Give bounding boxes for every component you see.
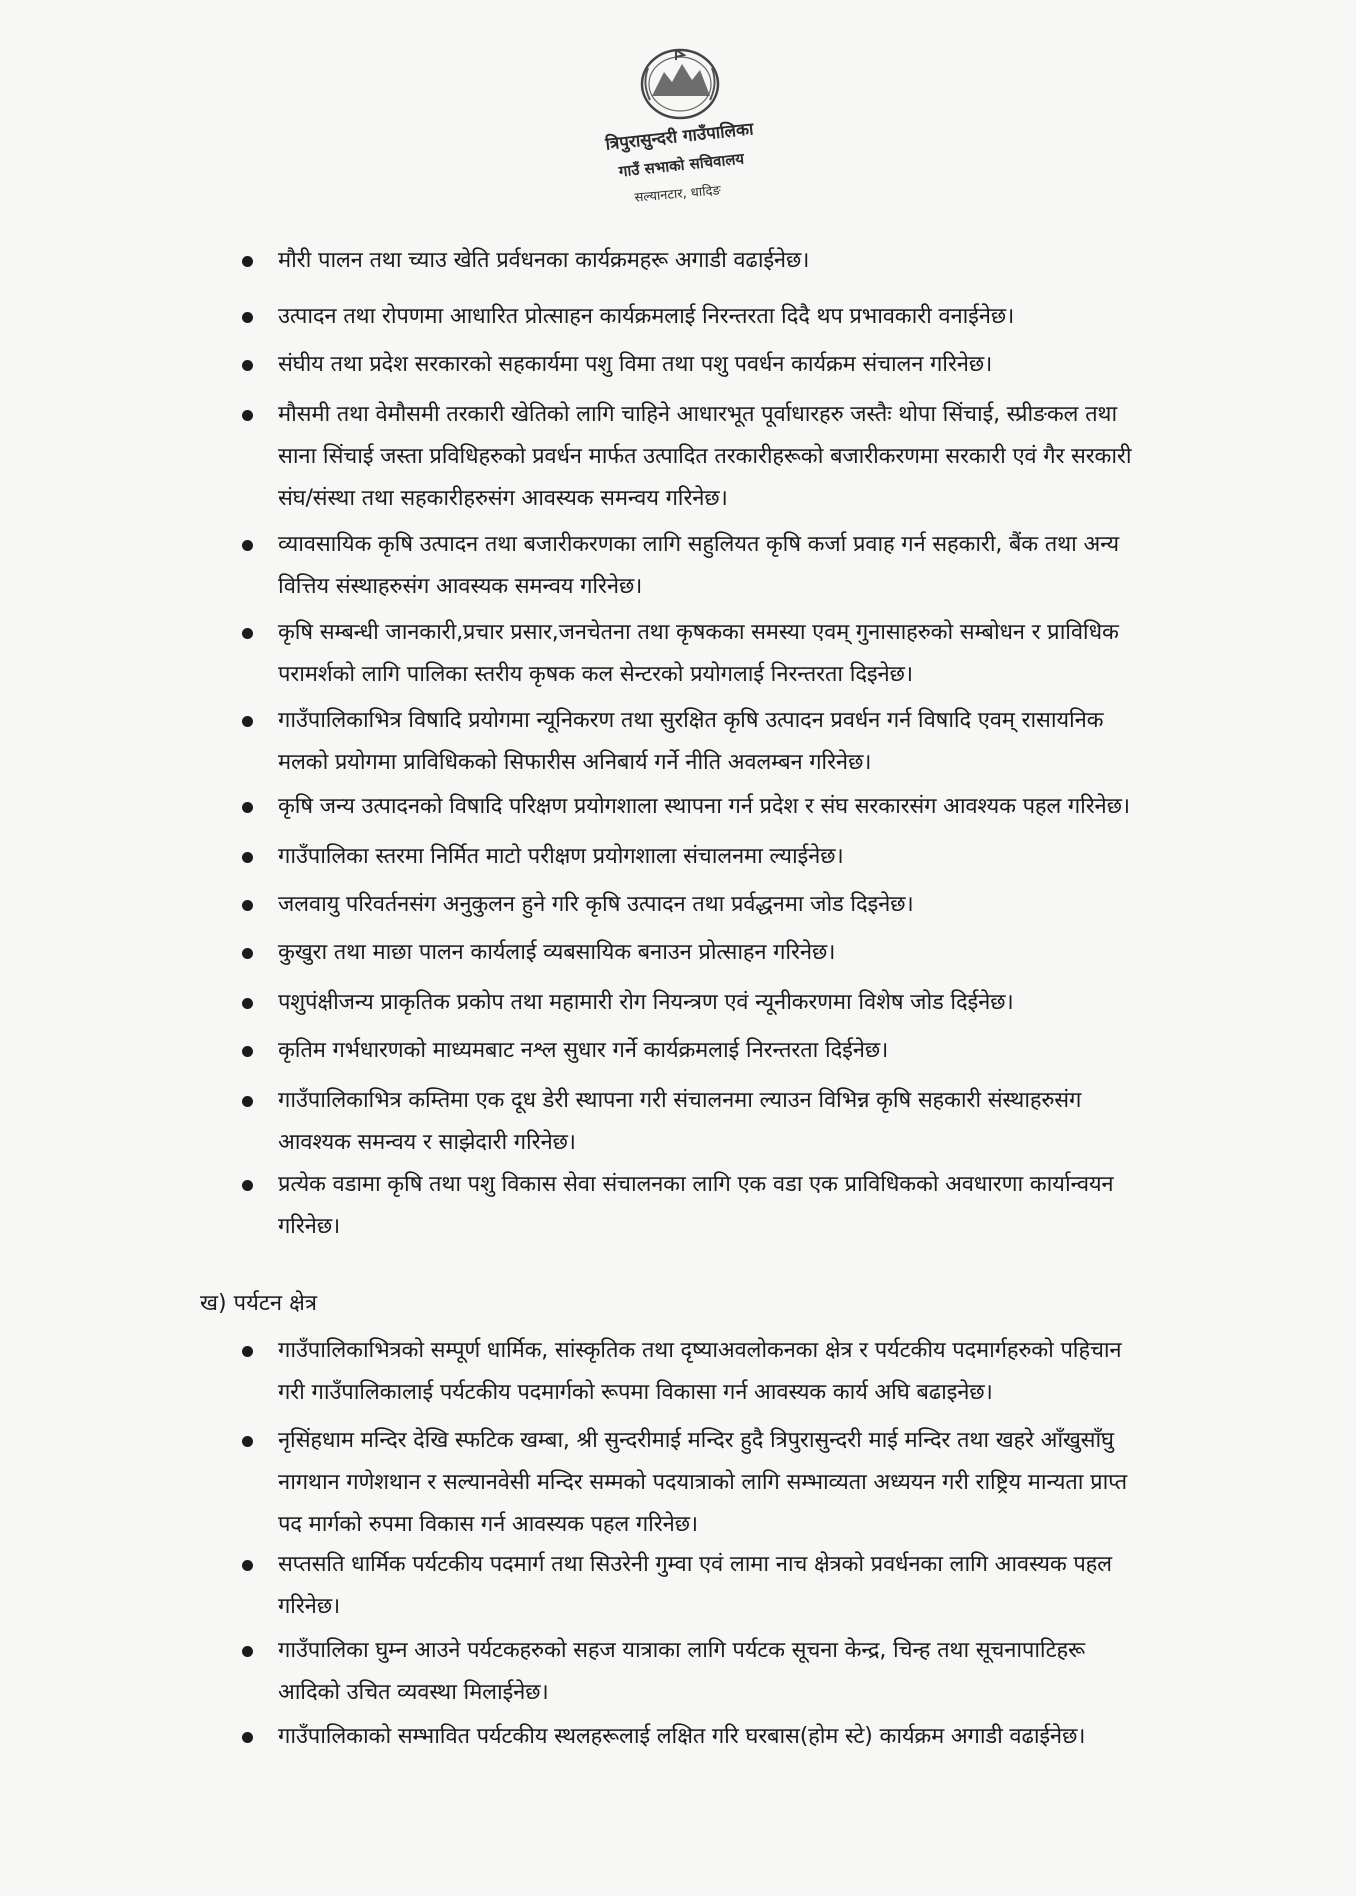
seal-line-3: सल्यानटार, धादिङ <box>634 183 722 206</box>
list-item-line: व्यावसायिक कृषि उत्पादन तथा बजारीकरणका लागि सहुलियत कृषि कर्जा प्रवाह गर्न सहकारी, बैंक तथा अन्य <box>278 532 1119 557</box>
seal-emblem-icon <box>592 38 768 210</box>
list-item <box>278 296 1238 338</box>
bullet-icon <box>242 948 253 959</box>
list-item-line: पद मार्गको रुपमा विकास गर्न आवस्यक पहल गरिनेछ। <box>278 1512 698 1537</box>
list-item <box>278 836 1238 878</box>
list-item <box>278 982 1238 1024</box>
list-item <box>278 612 1238 696</box>
tourism-section-heading: ख) पर्यटन क्षेत्र <box>200 1291 318 1316</box>
list-item-line: गाउँपालिकाको सम्भावित पर्यटकीय स्थलहरूलाई लक्षित गरि घरबास(होम स्टे) कार्यक्रम अगाडी वढाईनेछ। <box>278 1724 1086 1749</box>
bullet-icon <box>242 540 253 551</box>
bullet-icon <box>242 1436 253 1447</box>
list-item-line: सप्तसति धार्मिक पर्यटकीय पदमार्ग तथा सिउरेनी गुम्वा एवं लामा नाच क्षेत्रको प्रवर्धनका लागि आवस्यक पहल <box>278 1552 1112 1577</box>
seal-line-1: त्रिपुरासुन्दरी गाउँपालिका <box>604 119 755 155</box>
list-item-line: गाउँपालिका घुम्न आउने पर्यटकहरुको सहज यात्राका लागि पर्यटक सूचना केन्द्र, चिन्ह तथा सूचनापाटिहरू <box>278 1638 1085 1663</box>
bullet-icon <box>242 802 253 813</box>
bullet-icon <box>242 1646 253 1657</box>
list-item-line: गाउँपालिकाभित्र कम्तिमा एक दूध डेरी स्थापना गरी संचालनमा ल्याउन विभिन्न कृषि सहकारी संस्थाहरुसंग <box>278 1088 1082 1113</box>
list-item-line: गरी गाउँपालिकालाई पर्यटकीय पदमार्गको रूपमा विकासा गर्न आवस्यक कार्य अघि बढाइनेछ। <box>278 1380 993 1405</box>
list-item <box>278 884 1238 926</box>
bullet-icon <box>242 900 253 911</box>
list-item-line: संघीय तथा प्रदेश सरकारको सहकार्यमा पशु विमा तथा पशु पवर्धन कार्यक्रम संचालन गरिनेछ। <box>278 352 993 377</box>
list-item-line: प्रत्येक वडामा कृषि तथा पशु विकास सेवा संचालनका लागि एक वडा एक प्राविधिकको अवधारणा कार्यान्वयन <box>278 1172 1114 1197</box>
list-item <box>278 1164 1238 1248</box>
list-item-line: कृषि जन्य उत्पादनको विषादि परिक्षण प्रयोगशाला स्थापना गर्न प्रदेश र संघ सरकारसंग आवश्यक पहल गरिनेछ। <box>278 794 1130 819</box>
list-item-line: आवश्यक समन्वय र साझेदारी गरिनेछ। <box>278 1130 576 1155</box>
list-item-line: कृतिम गर्भधारणको माध्यमबाट नश्ल सुधार गर्ने कार्यक्रमलाई निरन्तरता दिईनेछ। <box>278 1038 889 1063</box>
list-item-line: गाउँपालिका स्तरमा निर्मित माटो परीक्षण प्रयोगशाला संचालनमा ल्याईनेछ। <box>278 844 844 869</box>
bullet-icon <box>242 256 253 267</box>
bullet-icon <box>242 1346 253 1357</box>
list-item-line: परामर्शको लागि पालिका स्तरीय कृषक कल सेन्टरको प्रयोगलाई निरन्तरता दिइनेछ। <box>278 662 913 687</box>
list-item <box>278 1330 1238 1414</box>
list-item <box>278 1030 1238 1072</box>
bullet-icon <box>242 1180 253 1191</box>
list-item-line: नृसिंहधाम मन्दिर देखि स्फटिक खम्बा, श्री सुन्दरीमाई मन्दिर हुदै त्रिपुरासुन्दरी माई मन्दिर तथा खहरे आँखुसाँघु <box>278 1428 1114 1453</box>
list-item <box>278 524 1238 608</box>
list-item <box>278 240 1238 282</box>
seal-line-2: गाउँ सभाको सचिवालय <box>618 149 745 181</box>
list-item-line: नागथान गणेशथान र सल्यानवेसी मन्दिर सम्मको पदयात्राको लागि सम्भाव्यता अध्ययन गरी राष्ट्रिय मान्यता प्राप्त <box>278 1470 1128 1495</box>
list-item-line: पशुपंक्षीजन्य प्राकृतिक प्रकोप तथा महामारी रोग नियन्त्रण एवं न्यूनीकरणमा विशेष जोड दिईनेछ। <box>278 990 1014 1015</box>
list-item-line: कृषि सम्बन्धी जानकारी,प्रचार प्रसार,जनचेतना तथा कृषकका समस्या एवम् गुनासाहरुको सम्बोधन र प्राविधिक <box>278 620 1119 645</box>
bullet-icon <box>242 1046 253 1057</box>
list-item <box>278 786 1238 828</box>
bullet-icon <box>242 998 253 1009</box>
list-item-line: कुखुरा तथा माछा पालन कार्यलाई व्यबसायिक बनाउन प्रोत्साहन गरिनेछ। <box>278 940 836 965</box>
bullet-icon <box>242 1732 253 1743</box>
list-item-line: गाउँपालिकाभित्र विषादि प्रयोगमा न्यूनिकरण तथा सुरक्षित कृषि उत्पादन प्रवर्धन गर्न विषादि एवम् रासायनिक <box>278 708 1104 733</box>
bullet-icon <box>242 628 253 639</box>
list-item <box>278 394 1238 520</box>
list-item <box>278 1544 1238 1628</box>
list-item-line: संघ/संस्था तथा सहकारीहरुसंग आवस्यक समन्वय गरिनेछ। <box>278 486 728 511</box>
list-item-line: उत्पादन तथा रोपणमा आधारित प्रोत्साहन कार्यक्रमलाई निरन्तरता दिदै थप प्रभावकारी वनाईनेछ। <box>278 304 1015 329</box>
list-item <box>278 700 1238 784</box>
list-item <box>278 1630 1238 1714</box>
list-item-line: मौरी पालन तथा च्याउ खेति प्रर्वधनका कार्यक्रमहरू अगाडी वढाईनेछ। <box>278 248 810 273</box>
list-item-line: मलको प्रयोगमा प्राविधिकको सिफारीस अनिबार्य गर्ने नीति अवलम्बन गरिनेछ। <box>278 750 872 775</box>
municipality-seal <box>592 38 768 210</box>
bullet-icon <box>242 1096 253 1107</box>
list-item-line: गाउँपालिकाभित्रको सम्पूर्ण धार्मिक, सांस्कृतिक तथा दृष्याअवलोकनका क्षेत्र र पर्यटकीय पदमार्गहरुको पहिचान <box>278 1338 1122 1363</box>
list-item-line: जलवायु परिवर्तनसंग अनुकुलन हुने गरि कृषि उत्पादन तथा प्रर्वद्धनमा जोड दिइनेछ। <box>278 892 914 917</box>
list-item <box>278 344 1238 386</box>
list-item-line: आदिको उचित व्यवस्था मिलाईनेछ। <box>278 1680 549 1705</box>
bullet-icon <box>242 1560 253 1571</box>
list-item-line: गरिनेछ। <box>278 1594 341 1619</box>
list-item <box>278 932 1238 974</box>
bullet-icon <box>242 716 253 727</box>
list-item-line: मौसमी तथा वेमौसमी तरकारी खेतिको लागि चाहिने आधारभूत पूर्वाधारहरु जस्तैः थोपा सिंचाई, स्प्रीङकल तथा <box>278 402 1117 427</box>
list-item <box>278 1080 1238 1164</box>
list-item <box>278 1716 1238 1758</box>
bullet-icon <box>242 360 253 371</box>
bullet-icon <box>242 410 253 421</box>
bullet-icon <box>242 852 253 863</box>
bullet-icon <box>242 312 253 323</box>
list-item <box>278 1420 1238 1546</box>
list-item-line: गरिनेछ। <box>278 1214 341 1239</box>
list-item-line: वित्तिय संस्थाहरुसंग आवस्यक समन्वय गरिनेछ। <box>278 574 643 599</box>
list-item-line: साना सिंचाई जस्ता प्रविधिहरुको प्रवर्धन मार्फत उत्पादित तरकारीहरूको बजारीकरणमा सरकारी एवं गैर सरकारी <box>278 444 1132 469</box>
